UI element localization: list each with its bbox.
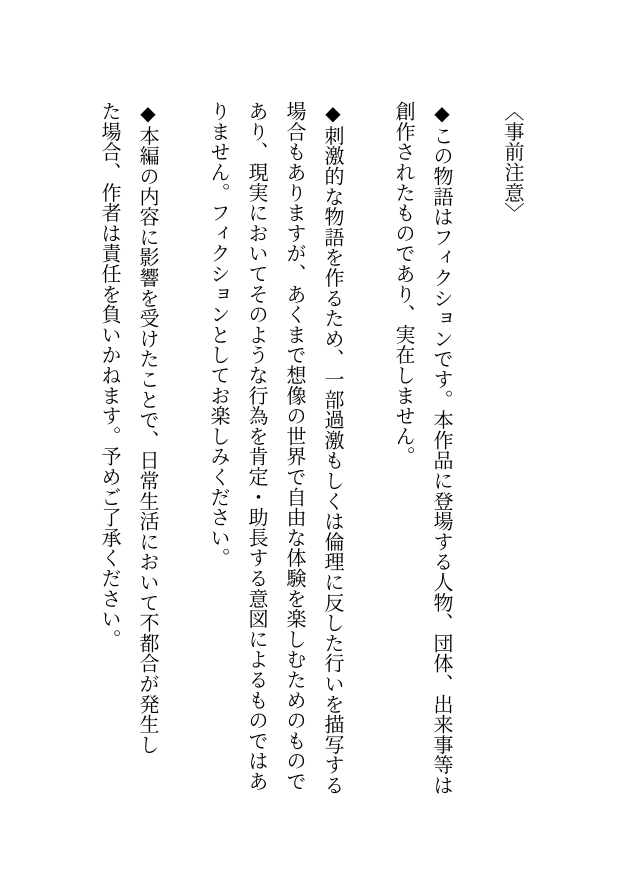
paragraph-3-line-2: た場合、作者は責任を負いかねます。予めご了承ください。 xyxy=(98,101,120,650)
paragraph-2-line-4: りません。フィクションとしてお楽しみください。 xyxy=(207,101,229,568)
paragraph-1-line-2: 創作されたものであり、実在しません。 xyxy=(392,101,414,467)
notice-text-block xyxy=(90,101,531,813)
paragraph-gap-1 xyxy=(351,101,384,813)
paragraph-3-line-1: ◆本編の内容に影響を受けたことで、日常生活において不都合が発生し xyxy=(136,101,158,755)
paragraph-2-line-3: あり、現実においてそのような行為を肯定・助長する意図によるものではあ xyxy=(245,101,267,792)
title-paragraph-gap xyxy=(460,101,493,813)
paragraph-2-line-1: ◆刺激的な物語を作るため、一部過激もしくは倫理に反した行いを描写する xyxy=(321,101,343,796)
notice-title: 〈事前注意〉 xyxy=(501,101,523,223)
paragraph-1-line-1: ◆この物語はフィクションです。本作品に登場する人物、団体、出来事等は xyxy=(430,101,452,796)
paragraph-gap-2 xyxy=(166,101,199,813)
paragraph-2-line-2: 場合もありますが、あくまで想像の世界で自由な体験を楽しむためのもので xyxy=(283,101,305,792)
